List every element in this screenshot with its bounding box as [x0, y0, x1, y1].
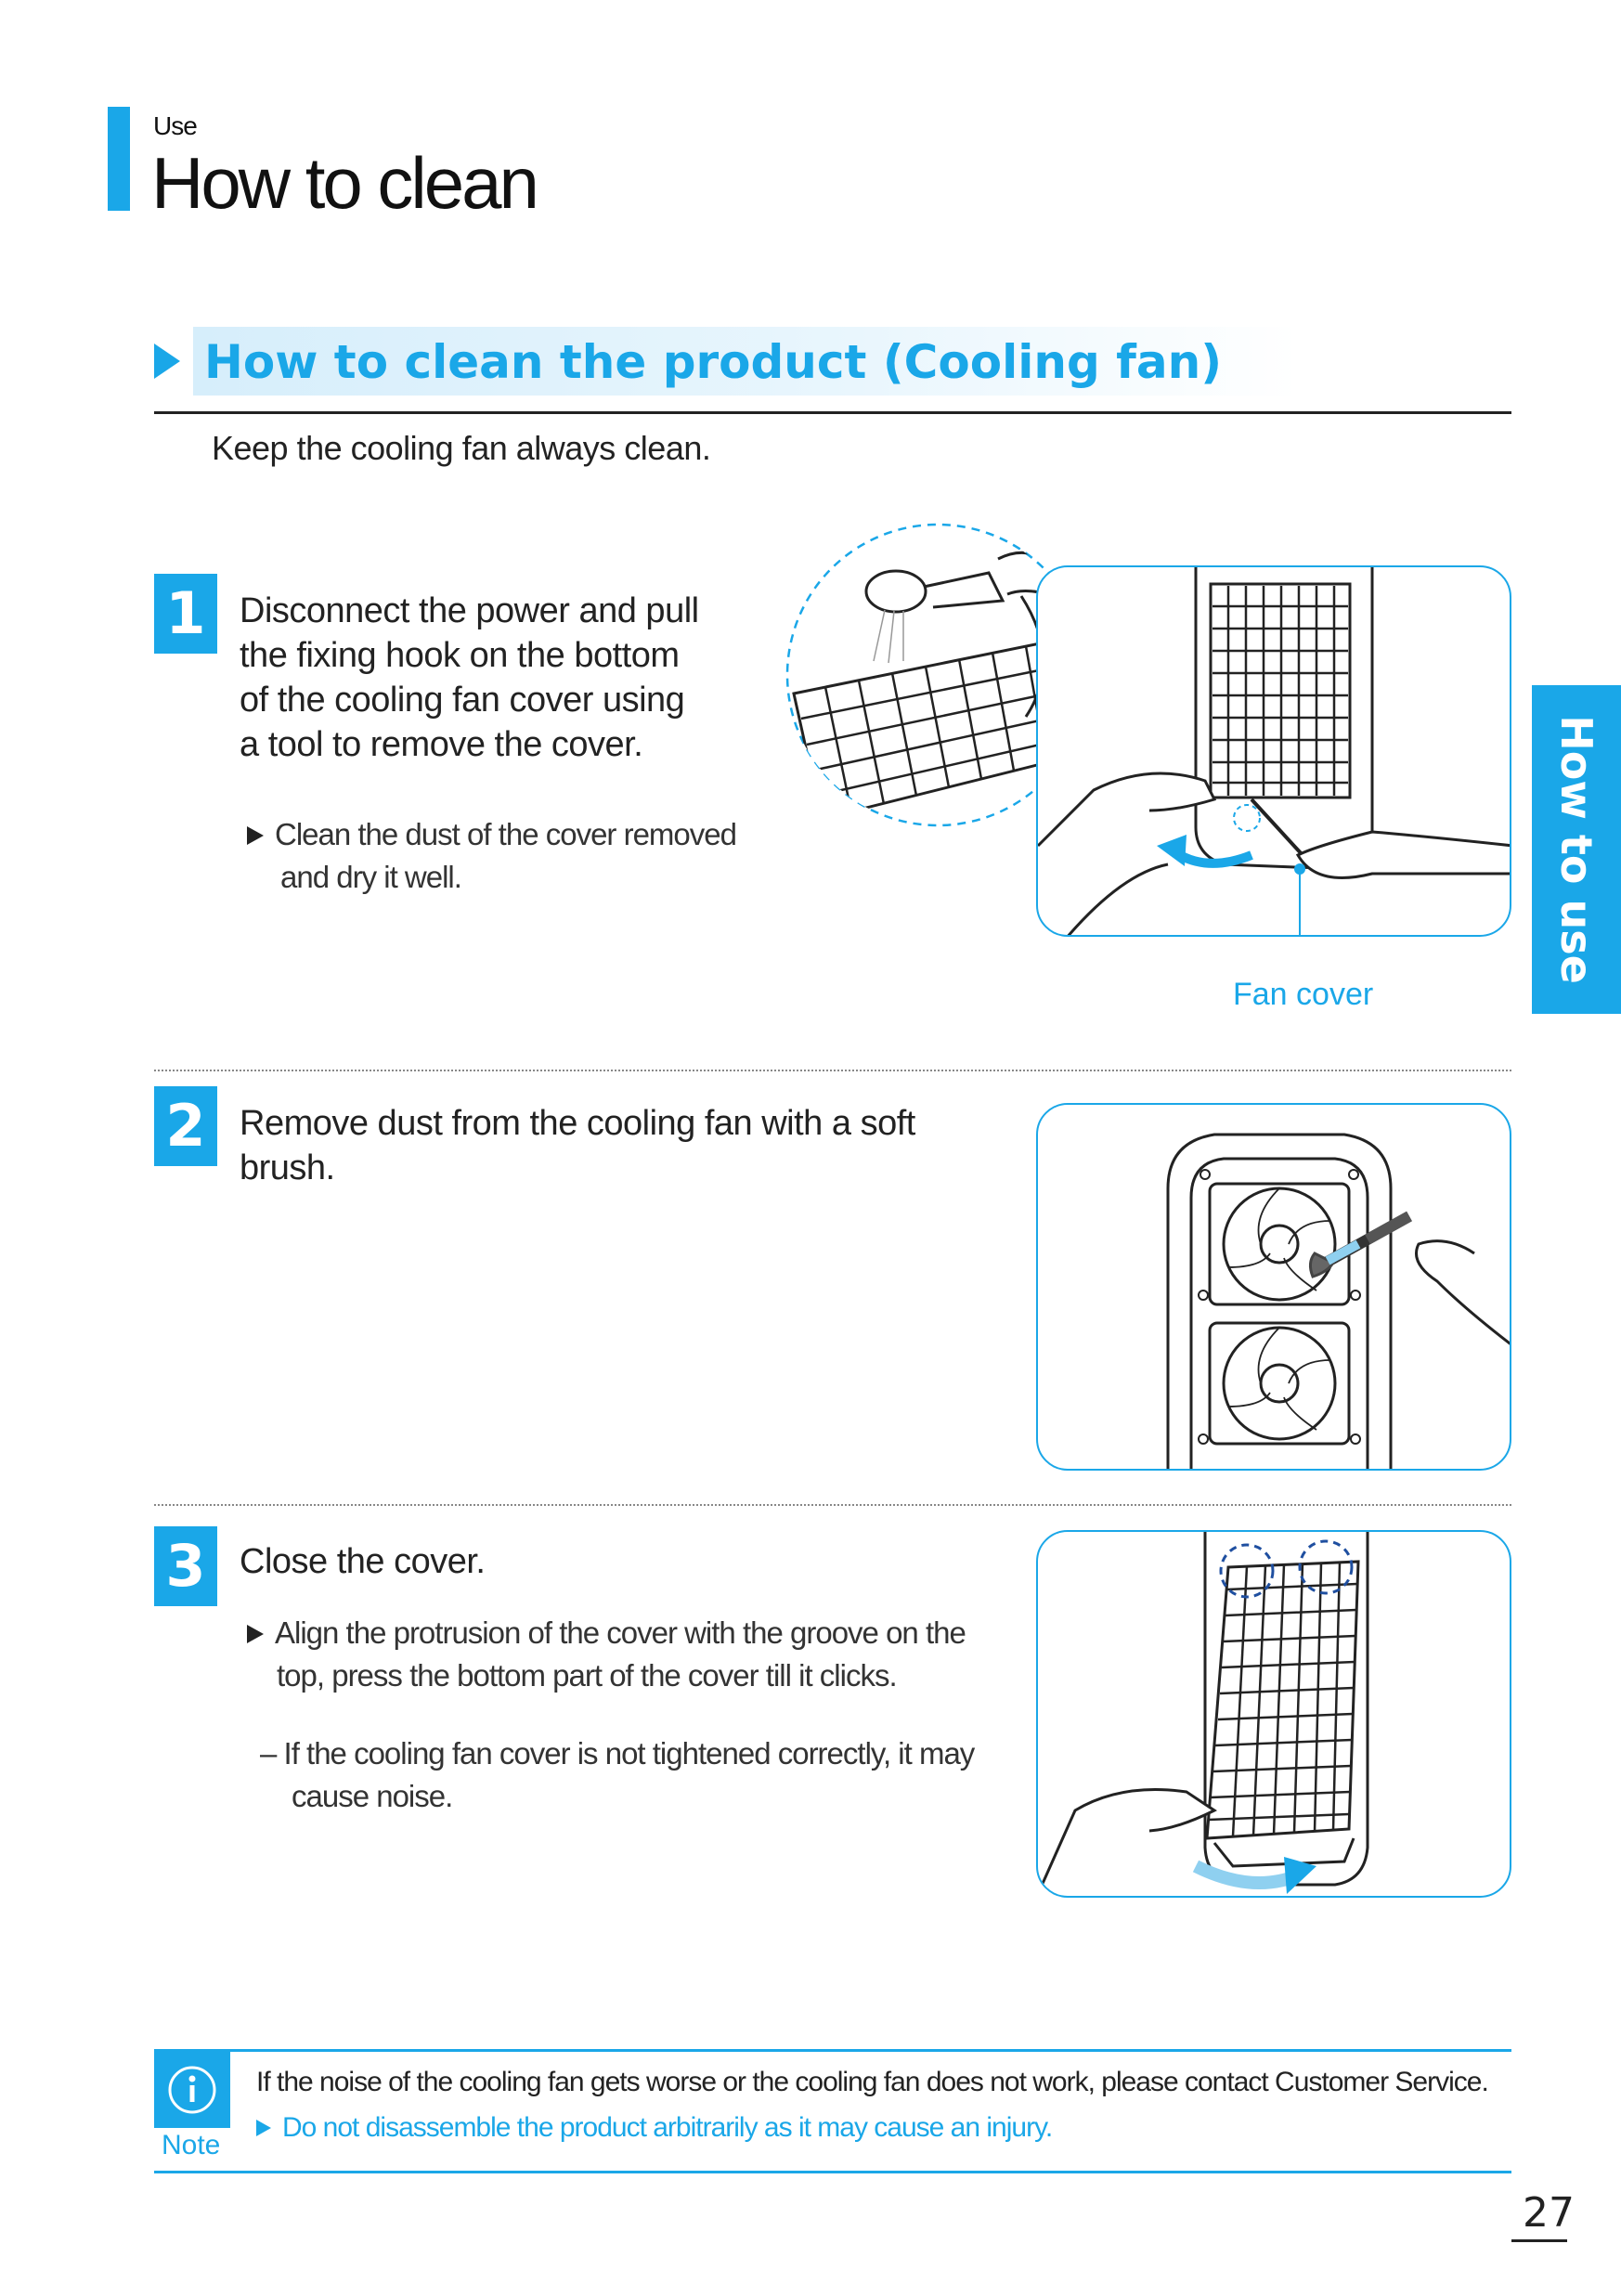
fan-brushing-figure — [1036, 1103, 1511, 1471]
step-2-text: Remove dust from the cooling fan with a soft brush. — [240, 1104, 915, 1187]
page-title: How to clean — [151, 142, 537, 224]
page-number: 27 — [1523, 2189, 1575, 2237]
step-divider — [154, 1504, 1511, 1506]
section-category: Use — [153, 111, 197, 140]
cover-closing-figure — [1036, 1530, 1511, 1898]
note-top-rule — [154, 2049, 1511, 2052]
page-number-rule — [1511, 2239, 1567, 2242]
step-3-note: Align the protrusion of the cover with the groove on the top, press the bottom part of the cover till it clicks. — [247, 1612, 966, 1697]
step-3-caution: – If the cooling fan cover is not tightened correctly, it may cause noise. — [260, 1736, 975, 1813]
triangle-bullet-icon — [247, 1625, 264, 1643]
note-warning: Do not disassemble the product arbitrarily as it may cause an injury. — [256, 2112, 1052, 2144]
note-label: Note — [162, 2130, 221, 2160]
info-icon — [154, 2052, 230, 2128]
step-1-text: Disconnect the power and pull the fixing hook on the bottom of the cooling fan cover using a tool to remove the cover. — [240, 591, 699, 764]
step-2-badge: 2 — [154, 1086, 217, 1166]
note-text: If the noise of the cooling fan gets worse or the cooling fan does not work, please contact Customer Service. — [256, 2067, 1488, 2097]
triangle-bullet-icon — [154, 344, 180, 379]
section-title: How to clean the product (Cooling fan) — [204, 335, 1223, 389]
triangle-bullet-icon — [256, 2120, 271, 2136]
step-3-badge: 3 — [154, 1526, 217, 1606]
section-rule — [154, 411, 1511, 414]
step-3-text: Close the cover. — [240, 1542, 486, 1581]
header-accent-bar — [108, 107, 130, 211]
side-tab-label: How to use — [1551, 715, 1602, 984]
section-intro: Keep the cooling fan always clean. — [212, 429, 711, 467]
triangle-bullet-icon — [247, 826, 264, 845]
fan-cover-label: Fan cover — [1233, 977, 1374, 1012]
step-divider — [154, 1070, 1511, 1071]
fan-cover-removal-figure — [1036, 565, 1511, 937]
side-tab — [1532, 685, 1621, 1014]
note-bottom-rule — [154, 2171, 1511, 2173]
step-1-badge: 1 — [154, 574, 217, 654]
step-1-note: Clean the dust of the cover removed and dry it well. — [247, 813, 736, 899]
